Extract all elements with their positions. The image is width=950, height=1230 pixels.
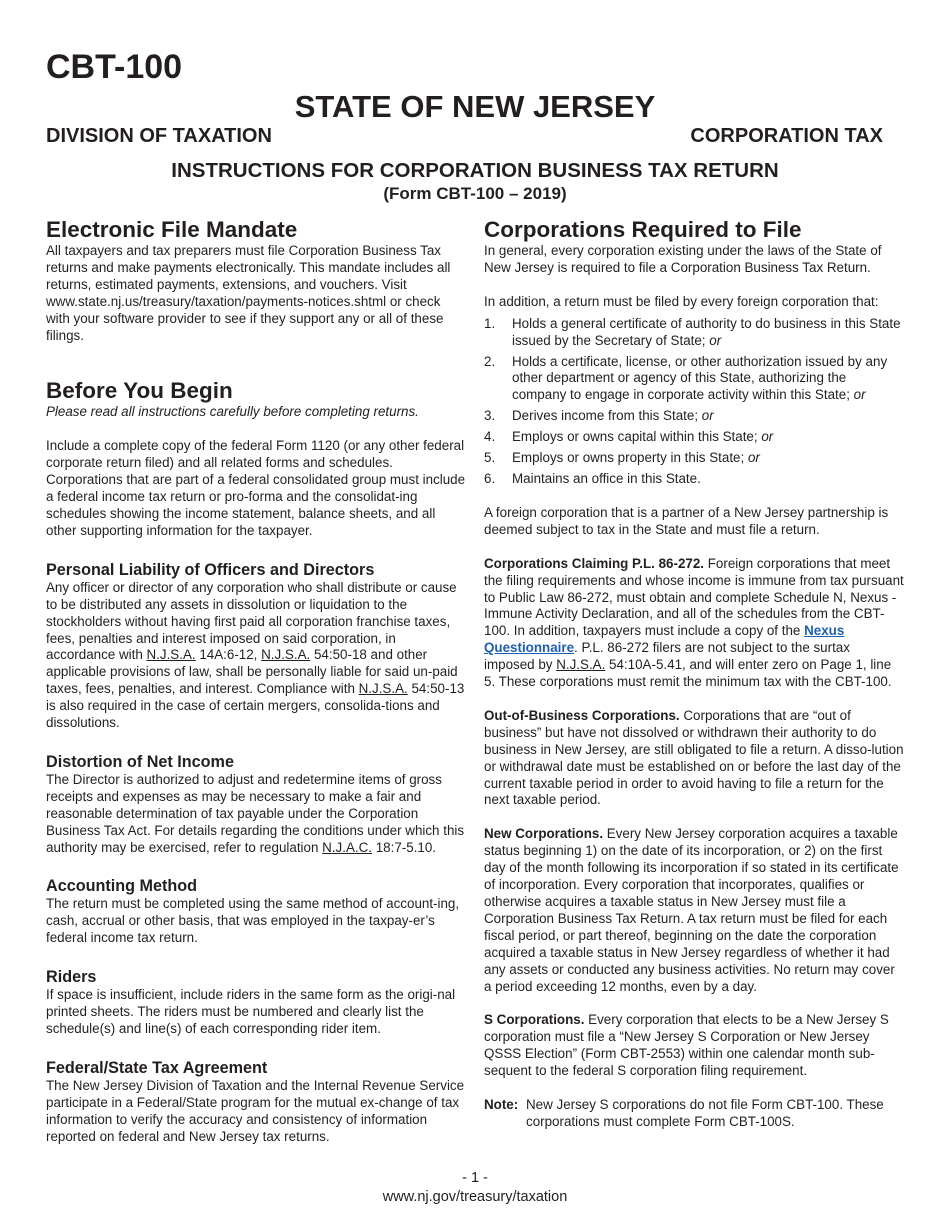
page-number: - 1 -: [462, 1170, 488, 1186]
statute-ref: N.J.S.A.: [358, 681, 408, 697]
section-distortion-of-net-income: [46, 753, 466, 857]
footer-url: www.nj.gov/treasury/taxation: [382, 1189, 568, 1205]
paragraph-new-corporations: New Corporations. Every New Jersey corporation acquires a taxable status beginning 1) on the date of its incorporation, or 2) on the first day of the month following its incorporation if so stated in its certificate of incorporation. Every corporation that incorporates, qualifies or otherwise acquires a taxable status in New Jersey must file a Corporation Business Tax Return. A tax return must be filed for each fiscal period, or part thereof, beginning on the date the corporation acquired a taxable status in New Jersey regardless of whether it had any assets or conducted any business activities. No return may cover a period exceeding 12 months, even by a day.: [484, 826, 899, 994]
section-body: If space is insufficient, include riders in the same form as the origi-nal printed sheets. The riders must be numbered and clearly list the schedule(s) and line(s) of each corresponding rider item.: [46, 987, 456, 1036]
list-item: 3. Derives income from this State; or: [484, 408, 714, 424]
section-body: Include a complete copy of the federal Form 1120 (or any other federal corporate return filed) and all related forms and schedules. Corporations that are part of a federal consolidated group must include a federal income tax return or pro-forma and the consolidat-ing schedules showing the income statement, balance sheets, and all other supporting information for the taxpayer.: [46, 438, 466, 538]
section-heading: Personal Liability of Officers and Directors: [46, 560, 375, 579]
section-heading: Before You Begin: [46, 378, 233, 404]
form-id: CBT-100: [46, 48, 183, 86]
statute-ref: N.J.S.A.: [261, 647, 311, 663]
requirements-list: [484, 316, 904, 488]
section-accounting-method: [46, 877, 466, 947]
statute-ref: N.J.S.A.: [556, 657, 606, 673]
note-label: Note:: [484, 1097, 519, 1113]
corporation-tax-label: CORPORATION TAX: [690, 125, 883, 147]
left-column: [46, 217, 466, 1146]
list-item: 1. Holds a general certificate of authority to do business in this State issued by the Secretary of State; or: [484, 315, 901, 348]
section-riders: [46, 968, 466, 1038]
section-heading: Accounting Method: [46, 877, 198, 896]
note-text: New Jersey S corporations do not file Form CBT-100. These corporations must complete Form CBT-100S.: [526, 1097, 884, 1129]
section-body: A foreign corporation that is a partner of a New Jersey partnership is deemed subject to tax in the State and must file a return.: [484, 504, 889, 537]
section-heading: Corporations Required to File: [484, 217, 802, 242]
section-before-you-begin: [46, 378, 466, 539]
section-body: The New Jersey Division of Taxation and the Internal Revenue Service participate in a Federal/State program for the mutual ex-change of tax information to verify the accuracy and consistency of information reported on federal and New Jersey tax returns.: [46, 1077, 465, 1144]
note: [484, 1097, 904, 1131]
section-heading: Electronic File Mandate: [46, 217, 298, 242]
list-item: 2. Holds a certificate, license, or other authorization issued by any other department or agency of this State, authorizing the company to engage in corporate activity within this State; or: [484, 353, 888, 403]
section-heading: Distortion of Net Income: [46, 752, 234, 771]
list-item: 5. Employs or owns property in this State; or: [484, 450, 760, 466]
section-electronic-file-mandate: [46, 217, 466, 344]
section-heading: Federal/State Tax Agreement: [46, 1058, 268, 1077]
section-body: In general, every corporation existing under the laws of the State of New Jersey is required to file a Corporation Business Tax Return.: [484, 243, 882, 275]
section-body: The return must be completed using the same method of account-ing, cash, accrual or other basis, that was employed in the taxpay-er’s federal income tax return.: [46, 896, 460, 946]
section-subtitle: Please read all instructions carefully before completing returns.: [46, 404, 419, 420]
section-body: The Director is authorized to adjust and redetermine items of gross receipts and expenses as may be necessary to make a fair and reasonable determination of tax payable under the Corporation Business Tax Act. For details regarding the conditions under which this authority may be exercised, refer to regulation N.J.A.C. 18:7-5.10.: [46, 771, 465, 855]
division-label: DIVISION OF TAXATION: [46, 125, 272, 147]
nexus-questionnaire-link[interactable]: Nexus Questionnaire: [484, 623, 845, 656]
paragraph-s-corporations: S Corporations. Every corporation that elects to be a New Jersey S corporation must file a “New Jersey S Corporation or New Jersey QSSS Election” (Form CBT-2553) within one calendar month sub-sequent to the federal S corporation filing requirement.: [484, 1012, 889, 1079]
right-column: [484, 217, 904, 1131]
section-federal-state-tax-agreement: [46, 1059, 466, 1146]
section-body: All taxpayers and tax preparers must file Corporation Business Tax returns and make payments electronically. This mandate includes all returns, estimated payments, extensions, and vouchers. Visit www.state.nj.us/treasury/taxation/payments-notices.shtml or check with your software provider to see if they support any or all of these filings.: [46, 243, 451, 343]
paragraph-out-of-business: Out-of-Business Corporations. Corporations that are “out of business” but have not dissolved or withdrawn their authority to do business in New Jersey, are still obligated to file a return. A disso-lution or withdrawal date must be established on or before the last day of the current taxable period in order to avoid having to file a return for the next taxable period.: [484, 707, 904, 808]
statute-ref: N.J.S.A.: [146, 647, 196, 663]
section-personal-liability: [46, 561, 466, 732]
regulation-ref: N.J.A.C.: [322, 839, 372, 855]
paragraph-pl-86-272: Corporations Claiming P.L. 86-272. Foreign corporations that meet the filing requirements and whose income is immune from tax pursuant to Public Law 86-272, must obtain and complete Schedule N, Nexus - Immune Activity Declaration, and all of the schedules from the CBT-100. In addition, taxpayers must include a copy of the Nexus Questionnaire. P.L. 86-272 filers are not subject to the surtax imposed by N.J.S.A. 54:10A-5.41, and will enter zero on Page 1, line 5. These corporations must remit the minimum tax with the CBT-100.: [484, 555, 904, 690]
section-body: Any officer or director of any corporation who shall distribute or cause to be distributed any assets in dissolution or liquidation to the stockholders without having first paid all corporation franchise taxes, fees, penalties and interest imposed on said corporation, in accordance with N.J.S.A. 14A:6-12, N.J.S.A. 54:50-18 and other applicable provisions of law, shall be personally liable for said un-paid taxes, fees, penalties, and interest. Compliance with N.J.S.A. 54:50-13 is also required in the case of certain mergers, consolida-tions and dissolutions.: [46, 579, 465, 731]
instructions-title: INSTRUCTIONS FOR CORPORATION BUSINESS TAX RETURN: [171, 159, 779, 182]
section-corporations-required-to-file: [484, 217, 904, 539]
list-item: 6. Maintains an office in this State.: [484, 470, 701, 486]
form-year: (Form CBT-100 – 2019): [383, 184, 567, 203]
state-title: STATE OF NEW JERSEY: [294, 89, 656, 124]
section-body: In addition, a return must be filed by every foreign corporation that:: [484, 293, 879, 309]
section-heading: Riders: [46, 968, 97, 987]
list-item: 4. Employs or owns capital within this State; or: [484, 429, 774, 445]
